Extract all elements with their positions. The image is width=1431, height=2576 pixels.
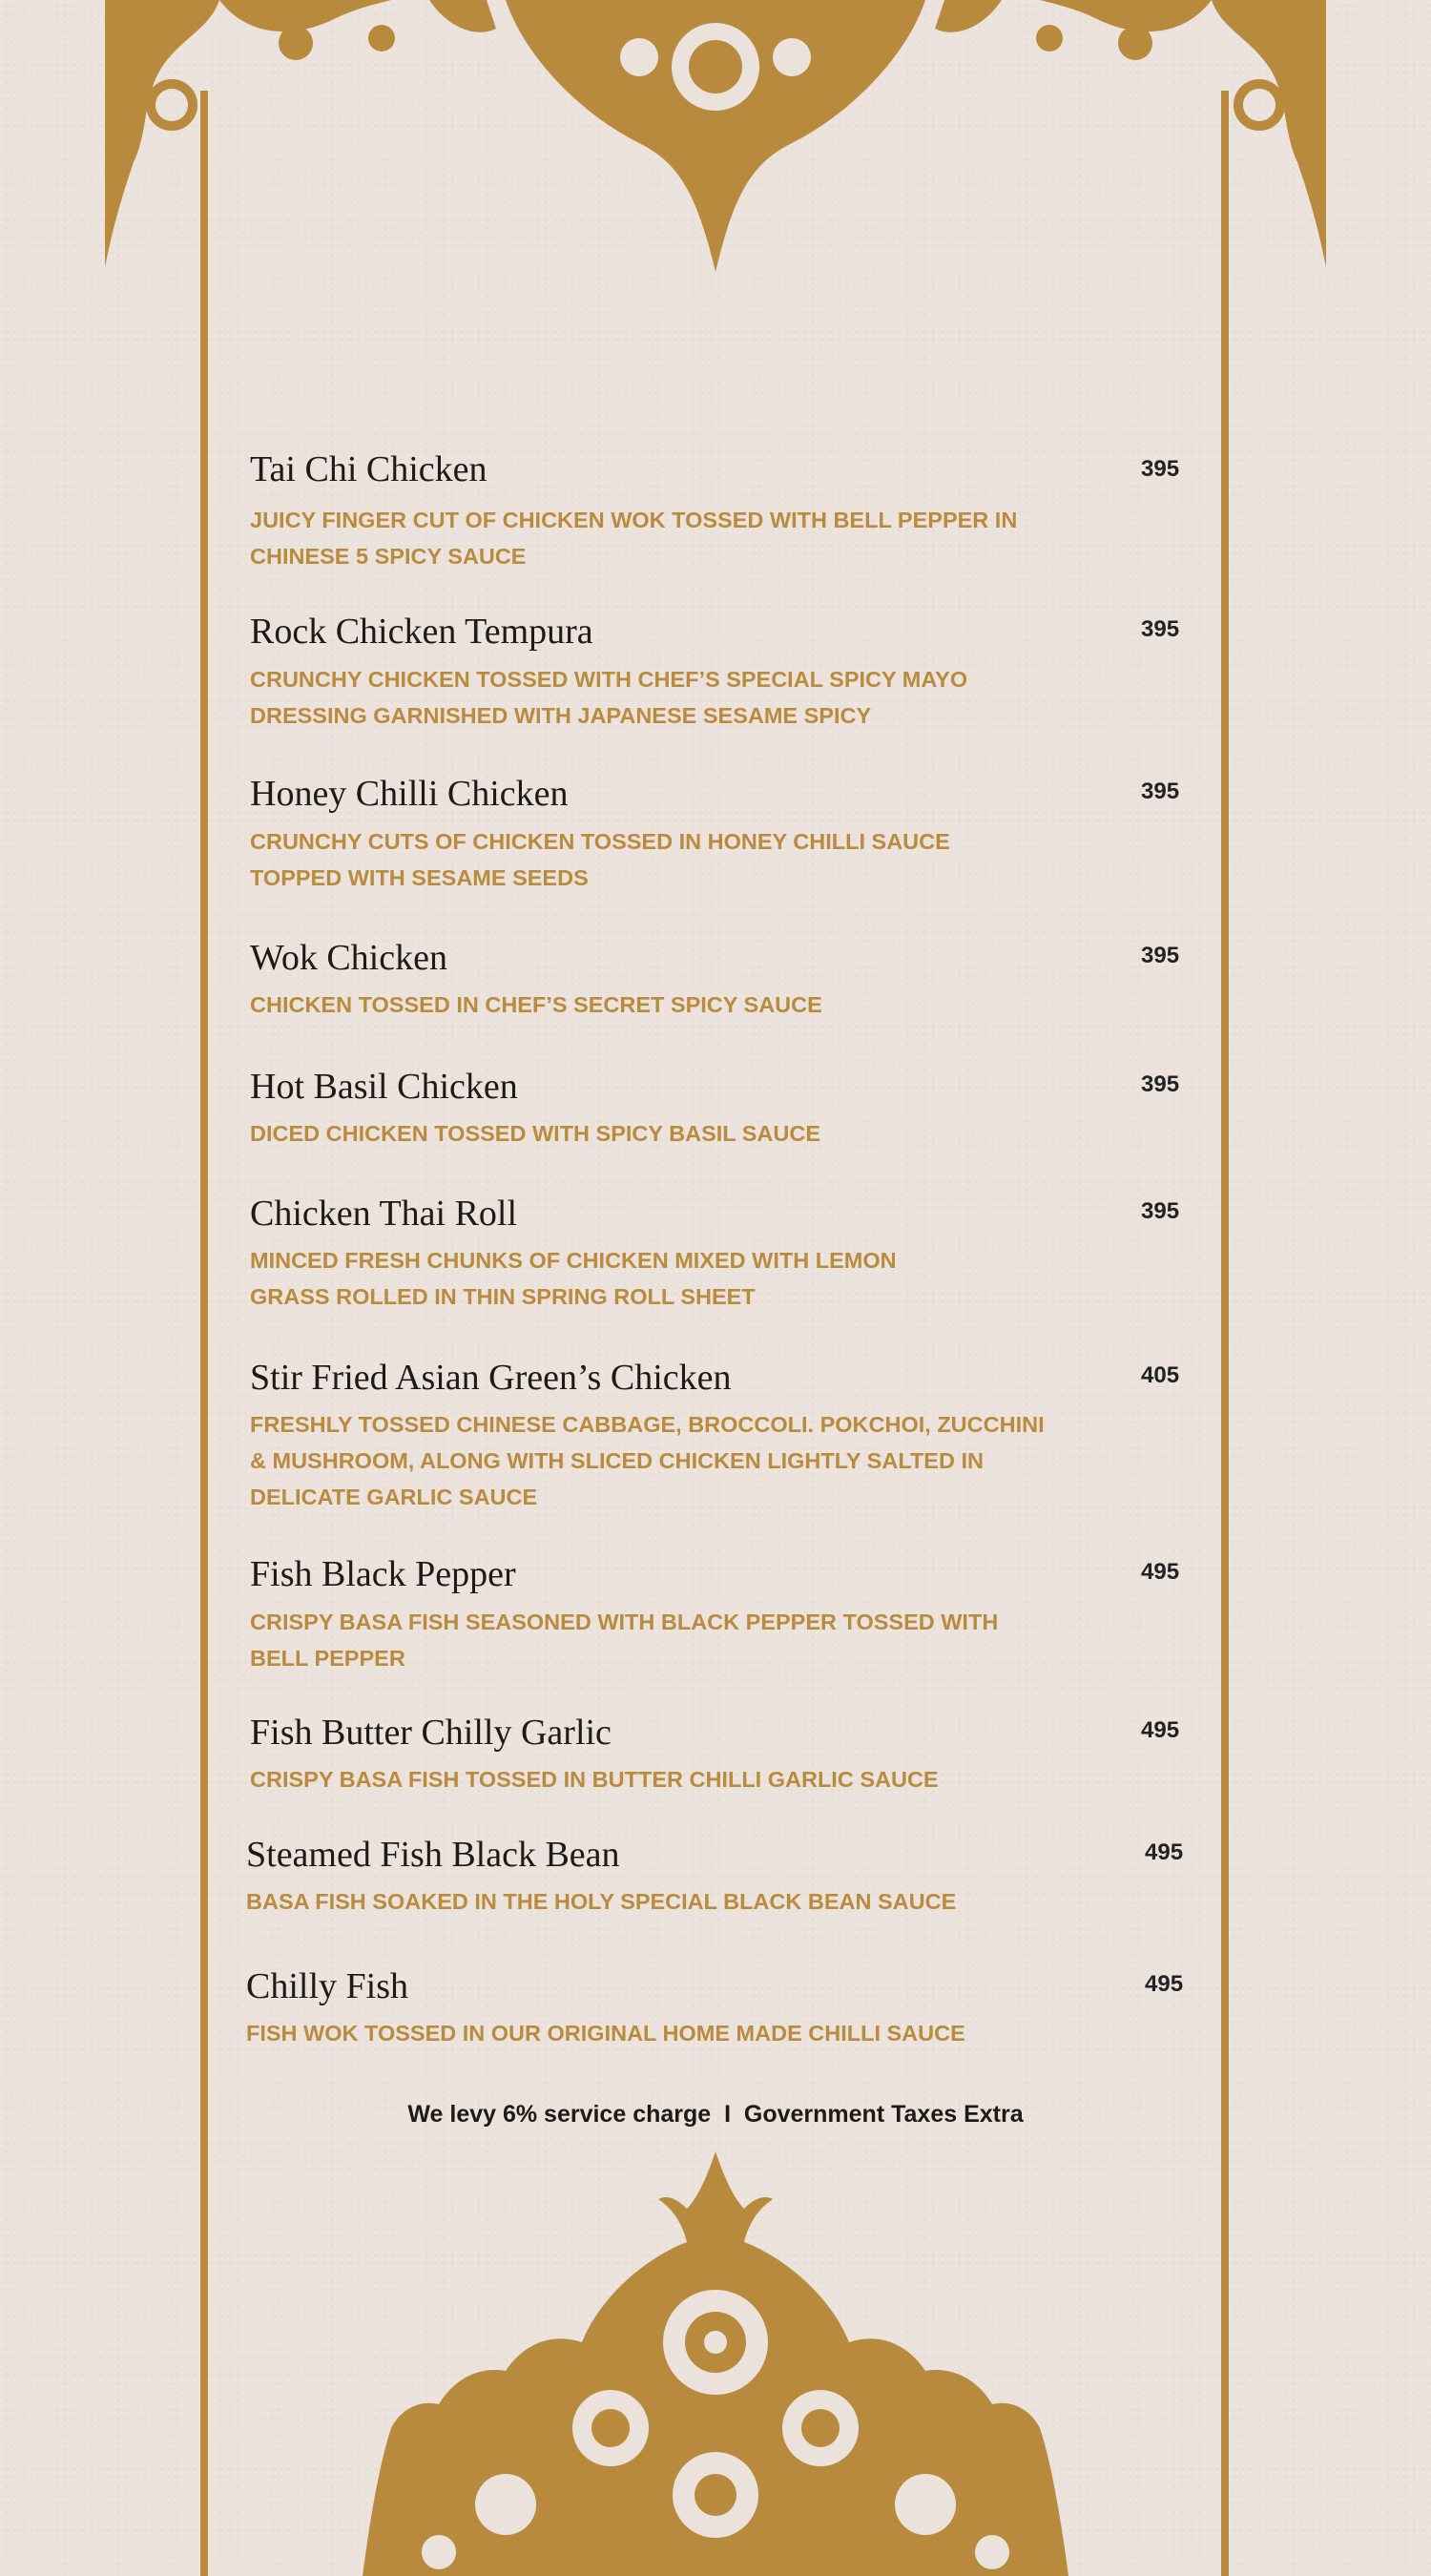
item-name: Tai Chi Chicken: [250, 449, 487, 489]
item-description: [250, 1242, 897, 1315]
item-description: [250, 502, 1017, 574]
description-line: CRISPY BASA FISH SEASONED WITH BLACK PEPPER TOSSED WITH: [250, 1610, 999, 1634]
item-price: 395: [1141, 1198, 1180, 1224]
description-line: JUICY FINGER CUT OF CHICKEN WOK TOSSED WITH BELL PEPPER IN: [250, 508, 1018, 532]
frame-right-line: [1221, 91, 1229, 2576]
description-line: FISH WOK TOSSED IN OUR ORIGINAL HOME MADE CHILLI SAUCE: [246, 2021, 965, 2046]
description-line: FRESHLY TOSSED CHINESE CABBAGE, BROCCOLI. POKCHOI, ZUCCHINI: [250, 1412, 1045, 1437]
description-line: BELL PEPPER: [250, 1646, 405, 1671]
top-ornament: [105, 0, 1326, 277]
description-line: CRUNCHY CHICKEN TOSSED WITH CHEF’S SPECIAL SPICY MAYO: [250, 667, 968, 692]
item-description: [250, 661, 967, 734]
item-price: 495: [1145, 1971, 1184, 1997]
description-line: DICED CHICKEN TOSSED WITH SPICY BASIL SAUCE: [250, 1121, 821, 1146]
description-line: CHICKEN TOSSED IN CHEF’S SECRET SPICY SAUCE: [250, 992, 822, 1017]
item-description: [250, 1115, 820, 1152]
item-description: [250, 823, 950, 896]
item-name: Fish Black Pepper: [250, 1554, 516, 1594]
description-line: DRESSING GARNISHED WITH JAPANESE SESAME SPICY: [250, 703, 872, 728]
description-line: TOPPED WITH SESAME SEEDS: [250, 865, 589, 890]
item-price: 395: [1141, 943, 1180, 968]
item-name: Chilly Fish: [246, 1966, 408, 2006]
bottom-ornament: [363, 2151, 1068, 2576]
item-price: 405: [1141, 1362, 1180, 1388]
frame-left-line: [200, 91, 208, 2576]
item-description: [246, 1883, 956, 1920]
item-name: Fish Butter Chilly Garlic: [250, 1713, 612, 1753]
description-line: BASA FISH SOAKED IN THE HOLY SPECIAL BLACK BEAN SAUCE: [246, 1889, 957, 1914]
item-price: 395: [1141, 1071, 1180, 1097]
description-line: & MUSHROOM, ALONG WITH SLICED CHICKEN LIGHTLY SALTED IN: [250, 1448, 984, 1473]
item-name: Rock Chicken Tempura: [250, 612, 593, 652]
item-price: 395: [1141, 456, 1180, 482]
item-description: [250, 1761, 939, 1797]
item-price: 495: [1141, 1717, 1180, 1743]
item-price: 395: [1141, 616, 1180, 642]
item-name: Chicken Thai Roll: [250, 1194, 518, 1234]
service-charge-note: We levy 6% service charge I Government Taxes Extra: [407, 2101, 1024, 2128]
description-line: CRISPY BASA FISH TOSSED IN BUTTER CHILLI GARLIC SAUCE: [250, 1767, 939, 1792]
item-name: Honey Chilli Chicken: [250, 774, 569, 814]
item-description: [246, 2015, 965, 2051]
item-name: Hot Basil Chicken: [250, 1067, 518, 1107]
item-description: [250, 1406, 1045, 1515]
description-line: MINCED FRESH CHUNKS OF CHICKEN MIXED WITH LEMON: [250, 1248, 897, 1273]
item-description: [250, 987, 822, 1023]
item-price: 395: [1141, 779, 1180, 804]
item-name: Steamed Fish Black Bean: [246, 1835, 620, 1875]
description-line: DELICATE GARLIC SAUCE: [250, 1485, 538, 1509]
item-description: [250, 1604, 998, 1676]
item-name: Wok Chicken: [250, 938, 447, 978]
description-line: CHINESE 5 SPICY SAUCE: [250, 544, 527, 569]
item-price: 495: [1141, 1559, 1180, 1585]
item-price: 495: [1145, 1839, 1184, 1865]
description-line: CRUNCHY CUTS OF CHICKEN TOSSED IN HONEY CHILLI SAUCE: [250, 829, 950, 854]
description-line: GRASS ROLLED IN THIN SPRING ROLL SHEET: [250, 1284, 756, 1309]
item-name: Stir Fried Asian Green’s Chicken: [250, 1358, 732, 1398]
